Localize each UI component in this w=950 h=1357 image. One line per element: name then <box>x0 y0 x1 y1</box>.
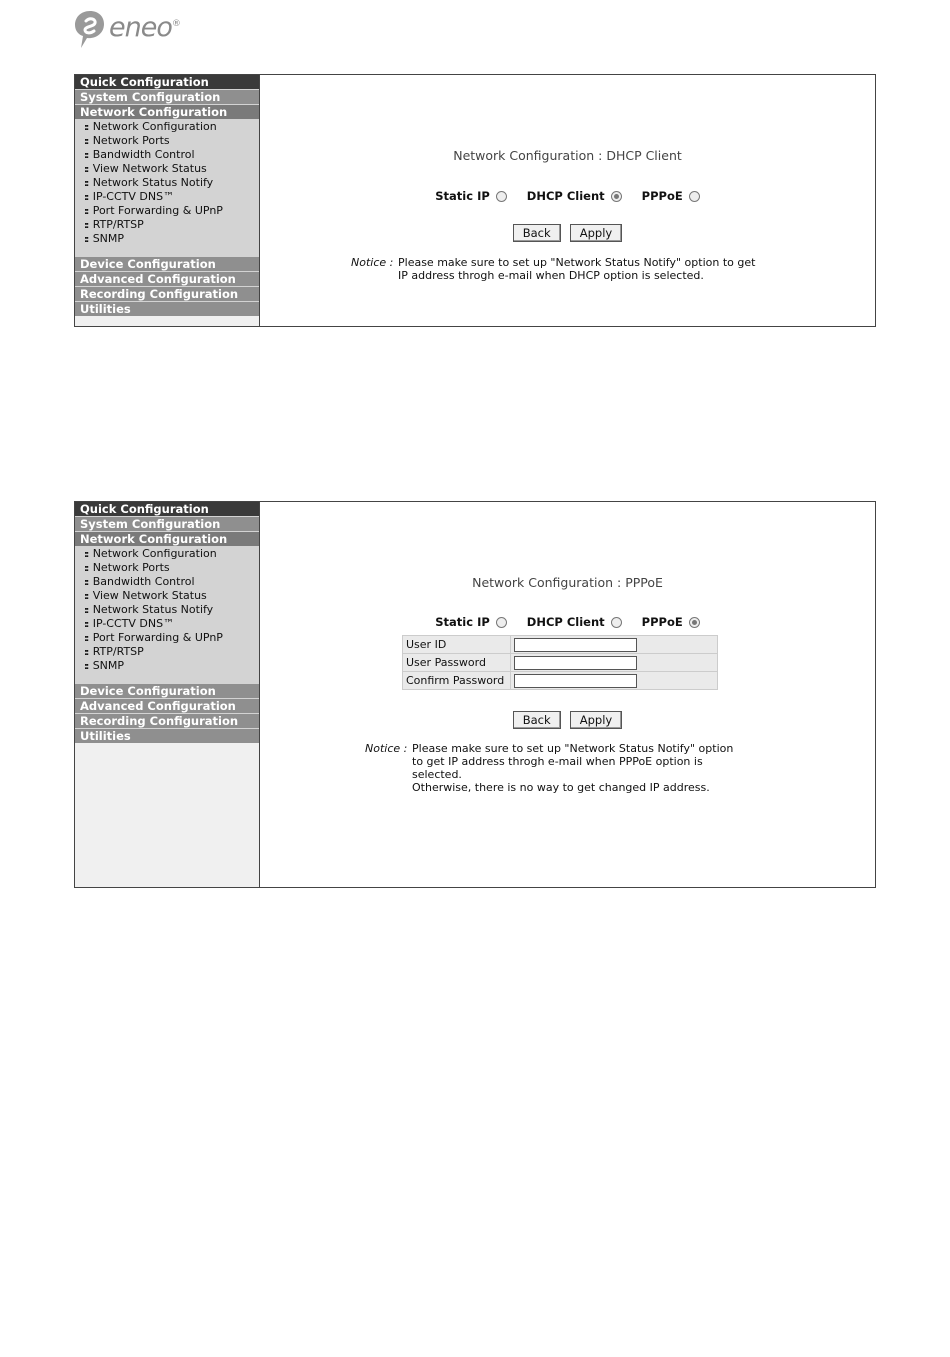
button-row <box>260 709 875 729</box>
menu-system-configuration[interactable]: System Configuration <box>75 517 259 531</box>
static-ip-radio[interactable] <box>496 191 507 202</box>
submenu-network-configuration[interactable]: :: Network Configuration <box>84 547 217 560</box>
menu-quick-configuration[interactable]: Quick Configuration <box>75 502 259 516</box>
pppoe-radio[interactable] <box>689 191 700 202</box>
user-password-input[interactable] <box>514 656 637 670</box>
menu-recording-configuration[interactable]: Recording Configuration <box>75 714 259 728</box>
notice-label: Notice : <box>351 256 394 269</box>
arrow-icon: :: <box>84 550 88 560</box>
dhcp-client-radio[interactable] <box>611 191 622 202</box>
menu-advanced-configuration[interactable]: Advanced Configuration <box>75 272 259 286</box>
page-title: Network Configuration : PPPoE <box>472 575 663 590</box>
menu-device-configuration[interactable]: Device Configuration <box>75 684 259 698</box>
submenu-snmp[interactable]: :: SNMP <box>84 232 125 245</box>
apply-button[interactable]: Apply <box>570 711 622 729</box>
submenu-bandwidth-control[interactable]: :: Bandwidth Control <box>84 575 195 588</box>
notice-label: Notice : <box>365 742 408 755</box>
sidebar-menu <box>75 75 260 326</box>
network-submenu <box>75 547 259 684</box>
arrow-icon: :: <box>84 221 88 231</box>
menu-system-configuration[interactable]: System Configuration <box>75 90 259 104</box>
eneo-logo <box>73 8 183 52</box>
user-password-label: User Password <box>403 654 511 672</box>
arrow-icon: :: <box>84 592 88 602</box>
main-content <box>260 502 875 887</box>
arrow-icon: :: <box>84 179 88 189</box>
notice-text: Please make sure to set up "Network Status Notify" option to get IP address throgh e-mail when PPPoE option is selected. Otherwise, there is no way to get changed IP address. <box>412 742 734 794</box>
menu-utilities[interactable]: Utilities <box>75 729 259 743</box>
submenu-view-network-status[interactable]: :: View Network Status <box>84 162 207 175</box>
submenu-rtp-rtsp[interactable]: :: RTP/RTSP <box>84 645 144 658</box>
apply-button[interactable]: Apply <box>570 224 622 242</box>
arrow-icon: :: <box>84 564 88 574</box>
submenu-bandwidth-control[interactable]: :: Bandwidth Control <box>84 148 195 161</box>
submenu-network-ports[interactable]: :: Network Ports <box>84 561 170 574</box>
dhcp-client-radio[interactable] <box>611 617 622 628</box>
button-row <box>260 222 875 242</box>
form-row-user-id <box>403 636 718 654</box>
option-static-ip[interactable]: Static IP <box>435 615 507 629</box>
arrow-icon: :: <box>84 123 88 133</box>
submenu-network-status-notify[interactable]: :: Network Status Notify <box>84 603 214 616</box>
arrow-icon: :: <box>84 193 88 203</box>
menu-advanced-configuration[interactable]: Advanced Configuration <box>75 699 259 713</box>
menu-device-configuration[interactable]: Device Configuration <box>75 257 259 271</box>
back-button[interactable]: Back <box>513 224 561 242</box>
static-ip-radio[interactable] <box>496 617 507 628</box>
arrow-icon: :: <box>84 648 88 658</box>
arrow-icon: :: <box>84 151 88 161</box>
submenu-rtp-rtsp[interactable]: :: RTP/RTSP <box>84 218 144 231</box>
confirm-password-label: Confirm Password <box>403 672 511 690</box>
user-id-input[interactable] <box>514 638 637 652</box>
logo-wordmark: eneo® <box>109 12 180 43</box>
submenu-network-status-notify[interactable]: :: Network Status Notify <box>84 176 214 189</box>
arrow-icon: :: <box>84 578 88 588</box>
submenu-view-network-status[interactable]: :: View Network Status <box>84 589 207 602</box>
main-content <box>260 75 875 326</box>
arrow-icon: :: <box>84 634 88 644</box>
submenu-port-forwarding[interactable]: :: Port Forwarding & UPnP <box>84 204 223 217</box>
pppoe-config-panel <box>74 501 876 888</box>
dhcp-config-panel <box>74 74 876 327</box>
submenu-port-forwarding[interactable]: :: Port Forwarding & UPnP <box>84 631 223 644</box>
confirm-password-input[interactable] <box>514 674 637 688</box>
arrow-icon: :: <box>84 165 88 175</box>
submenu-network-configuration[interactable]: :: Network Configuration <box>84 120 217 133</box>
submenu-snmp[interactable]: :: SNMP <box>84 659 125 672</box>
form-row-user-password <box>403 654 718 672</box>
option-pppoe[interactable]: PPPoE <box>642 189 700 203</box>
user-id-label: User ID <box>403 636 511 654</box>
pppoe-credentials-form <box>402 635 718 690</box>
arrow-icon: :: <box>84 235 88 245</box>
submenu-ip-cctv-dns[interactable]: :: IP-CCTV DNS™ <box>84 190 175 203</box>
option-pppoe[interactable]: PPPoE <box>642 615 700 629</box>
submenu-network-ports[interactable]: :: Network Ports <box>84 134 170 147</box>
menu-network-configuration[interactable]: Network Configuration <box>75 532 259 546</box>
notice-text: Please make sure to set up "Network Status Notify" option to get IP address throgh e-mail when DHCP option is selected. <box>398 256 756 282</box>
menu-utilities[interactable]: Utilities <box>75 302 259 316</box>
form-row-confirm-password <box>403 672 718 690</box>
arrow-icon: :: <box>84 137 88 147</box>
submenu-ip-cctv-dns[interactable]: :: IP-CCTV DNS™ <box>84 617 175 630</box>
arrow-icon: :: <box>84 606 88 616</box>
page-title: Network Configuration : DHCP Client <box>453 148 682 163</box>
pppoe-radio[interactable] <box>689 617 700 628</box>
option-dhcp-client[interactable]: DHCP Client <box>527 615 622 629</box>
sidebar-menu <box>75 502 260 887</box>
eneo-logo-mark-icon <box>73 8 107 50</box>
option-dhcp-client[interactable]: DHCP Client <box>527 189 622 203</box>
arrow-icon: :: <box>84 662 88 672</box>
back-button[interactable]: Back <box>513 711 561 729</box>
arrow-icon: :: <box>84 620 88 630</box>
connection-type-options <box>260 189 875 203</box>
arrow-icon: :: <box>84 207 88 217</box>
network-submenu <box>75 120 259 257</box>
menu-quick-configuration[interactable]: Quick Configuration <box>75 75 259 89</box>
connection-type-options <box>260 615 875 629</box>
menu-recording-configuration[interactable]: Recording Configuration <box>75 287 259 301</box>
option-static-ip[interactable]: Static IP <box>435 189 507 203</box>
menu-network-configuration[interactable]: Network Configuration <box>75 105 259 119</box>
